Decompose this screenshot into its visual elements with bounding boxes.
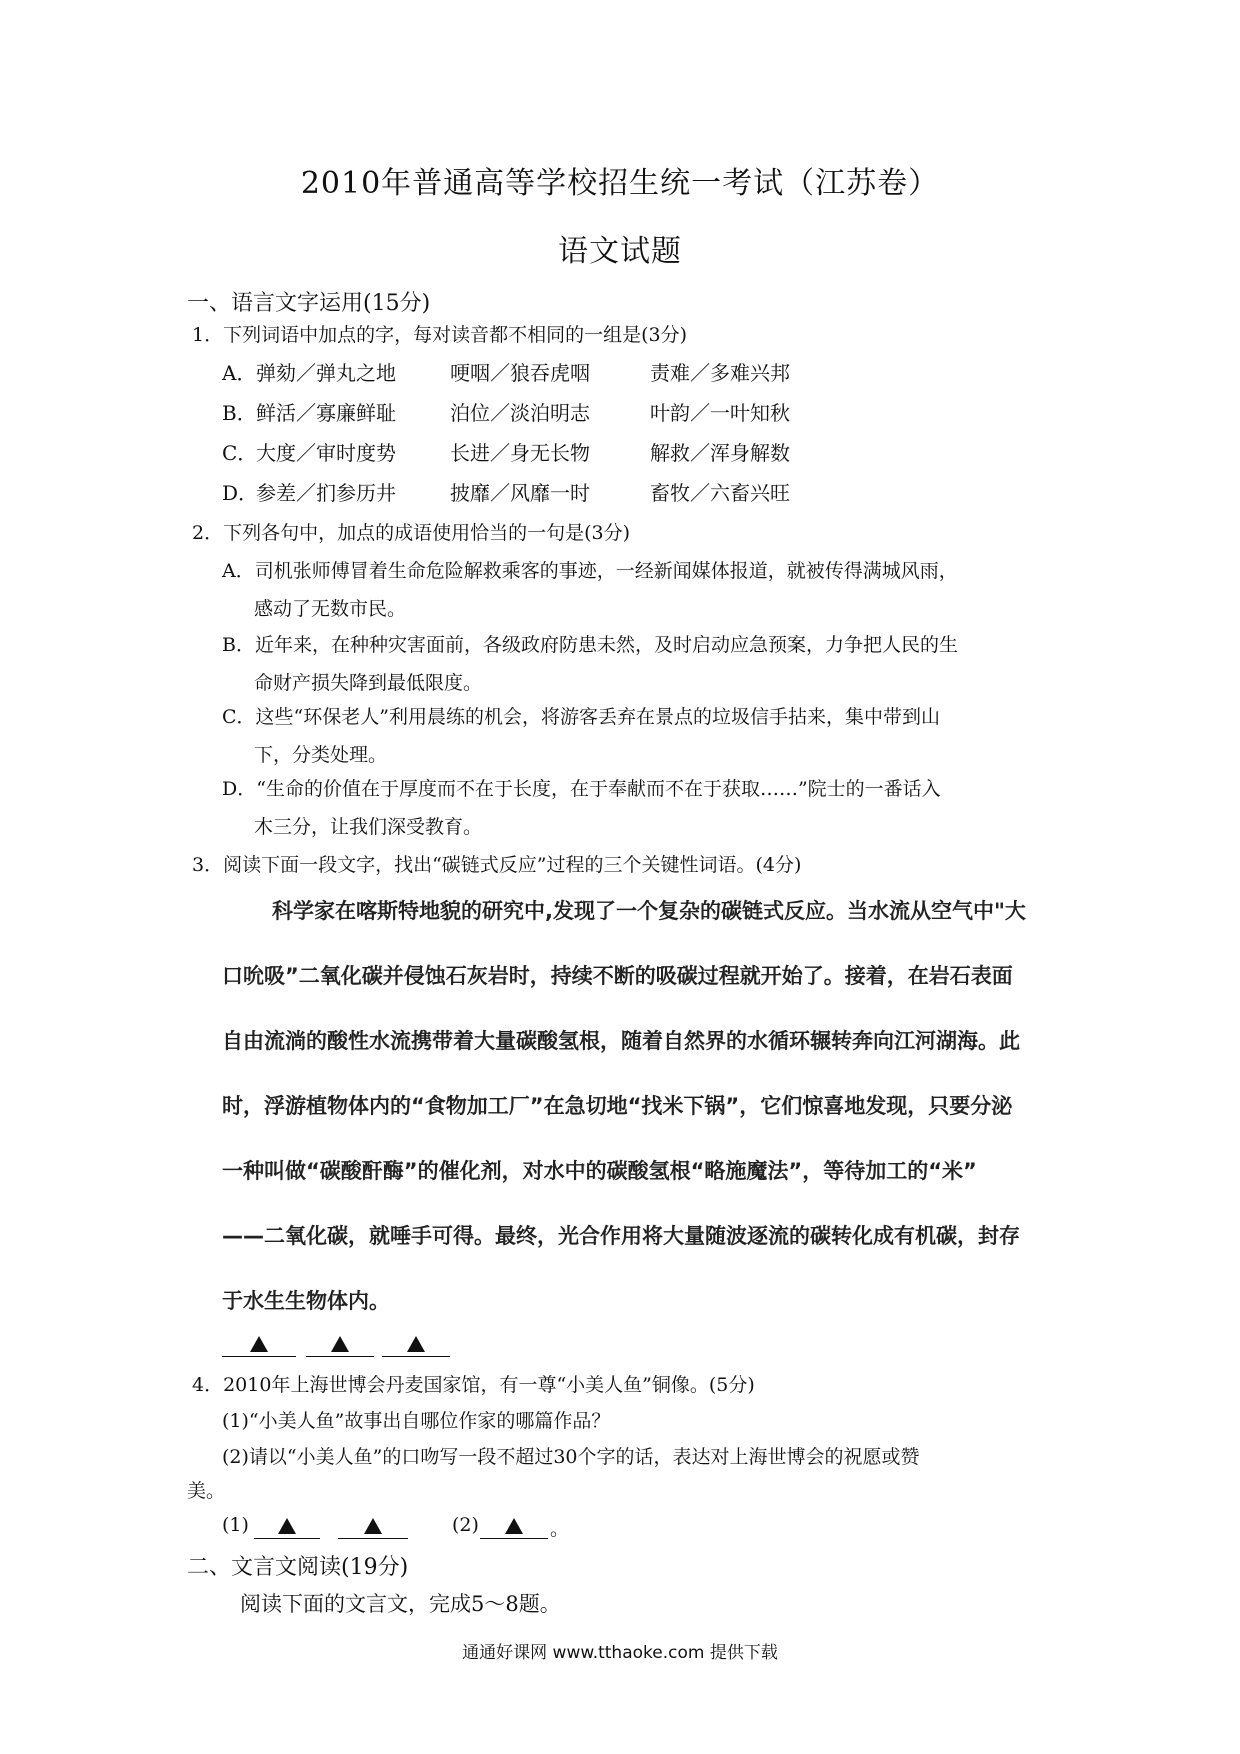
question-2-option-b-line-2: 命财产损失降到最低限度。 [254,672,483,694]
triangle-icon [364,1518,382,1534]
question-2-option-a-line-2: 感动了无数市民。 [254,598,407,620]
question-1-option-c [222,437,1022,467]
question-3-stem: 3．阅读下面一段文字，找出“碳链式反应”过程的三个关键性词语。(4分) [192,854,802,876]
answer-blank-q4-2[interactable] [480,1512,548,1539]
question-2-option-c-line-2: 下，分类处理。 [254,744,388,766]
section-2-heading: 二、文言文阅读(19分) [187,1555,409,1580]
option-item: 弹劾／弹丸之地 [256,361,396,385]
answer-blank-q3-1[interactable] [222,1330,296,1357]
question-2-option-c-line-1: C．这些“环保老人”利用晨练的机会，将游客丢弃在景点的垃圾信手拈来，集中带到山 [222,706,940,728]
option-label: B． [222,401,257,425]
answer-blank-q4-1a[interactable] [254,1512,320,1539]
option-item: 泊位／淡泊明志 [450,401,590,425]
option-item: 披靡／风靡一时 [450,481,590,505]
question-2-option-d-line-2: 木三分，让我们深受教育。 [254,816,483,838]
option-label: D． [222,481,259,505]
question-4-sub-1: (1)“小美人鱼”故事出自哪位作家的哪篇作品？ [222,1410,611,1432]
passage-line-1: 科学家在喀斯特地貌的研究中,发现了一个复杂的碳链式反应。当水流从空气中"大 [272,899,1026,923]
question-1-option-d [222,477,1022,507]
option-item: 畜牧／六畜兴旺 [650,481,790,505]
option-item: 参差／扪参历井 [256,481,396,505]
option-label: A． [222,361,257,385]
option-item: 叶韵／一叶知秋 [650,401,790,425]
question-4-answer-end: 。 [550,1518,570,1540]
answer-blank-q3-3[interactable] [382,1330,450,1357]
option-item: 解救／浑身解数 [650,441,790,465]
question-2-option-a-line-1: A．司机张师傅冒着生命危险解救乘客的事迹，一经新闻媒体报道，就被传得满城风雨， [222,560,958,582]
exam-title: 2010年普通高等学校招生统一考试（江苏卷） [300,166,940,201]
answer-blank-q3-2[interactable] [306,1330,374,1357]
question-4-sub-2-line-2: 美。 [187,1480,226,1502]
question-1-option-a [222,357,1022,387]
passage-line-6: ——二氧化碳，就唾手可得。最终，光合作用将大量随波逐流的碳转化成有机碳，封存 [222,1224,1020,1248]
question-2-option-d-line-1: D．“生命的价值在于厚度而不在于长度，在于奉献而不在于获取……”院士的一番话入 [222,778,941,800]
question-2-option-b-line-1: B．近年来，在种种灾害面前，各级政府防患未然，及时启动应急预案，力争把人民的生 [222,634,958,656]
question-1-option-b [222,397,1022,427]
question-2-stem: 2．下列各句中，加点的成语使用恰当的一句是(3分) [192,522,631,544]
option-item: 责难／多难兴邦 [650,361,790,385]
triangle-icon [331,1336,349,1352]
answer-blank-q4-1b[interactable] [338,1512,408,1539]
question-4-answer-1-label: (1) [222,1514,249,1536]
passage-line-3: 自由流淌的酸性水流携带着大量碳酸氢根，随着自然界的水循环辗转奔向江河湖海。此 [222,1029,1020,1053]
triangle-icon [505,1518,523,1534]
question-4-stem: 4．2010年上海世博会丹麦国家馆，有一尊“小美人鱼”铜像。(5分) [192,1374,755,1396]
section-1-heading: 一、语言文字运用(15分) [187,291,431,316]
triangle-icon [250,1336,268,1352]
triangle-icon [407,1336,425,1352]
passage-line-5: 一种叫做“碳酸酐酶”的催化剂，对水中的碳酸氢根“略施魔法”，等待加工的“米” [222,1159,977,1183]
option-label: C． [222,441,258,465]
question-4-answer-2-label: (2) [452,1514,479,1536]
passage-line-4: 时，浮游植物体内的“食物加工厂”在急切地“找米下锅”，它们惊喜地发现，只要分泌 [222,1094,1013,1118]
question-1-stem: 1．下列词语中加点的字，每对读音都不相同的一组是(3分) [192,324,688,346]
option-item: 哽咽／狼吞虎咽 [450,361,590,385]
section-2-intro: 阅读下面的文言文，完成5～8题。 [240,1592,561,1616]
passage-line-2: 口吮吸”二氧化碳并侵蚀石灰岩时，持续不断的吸碳过程就开始了。接着，在岩石表面 [222,964,1013,988]
option-item: 鲜活／寡廉鲜耻 [256,401,396,425]
exam-subtitle: 语文试题 [558,234,682,269]
question-4-sub-2-line-1: (2)请以“小美人鱼”的口吻写一段不超过30个字的话，表达对上海世博会的祝愿或赞 [222,1446,920,1468]
option-item: 大度／审时度势 [256,441,396,465]
triangle-icon [278,1518,296,1534]
passage-line-7: 于水生生物体内。 [222,1289,390,1313]
option-item: 长进／身无长物 [450,441,590,465]
page-footer: 通通好课网 www.tthaoke.com 提供下载 [462,1643,778,1663]
